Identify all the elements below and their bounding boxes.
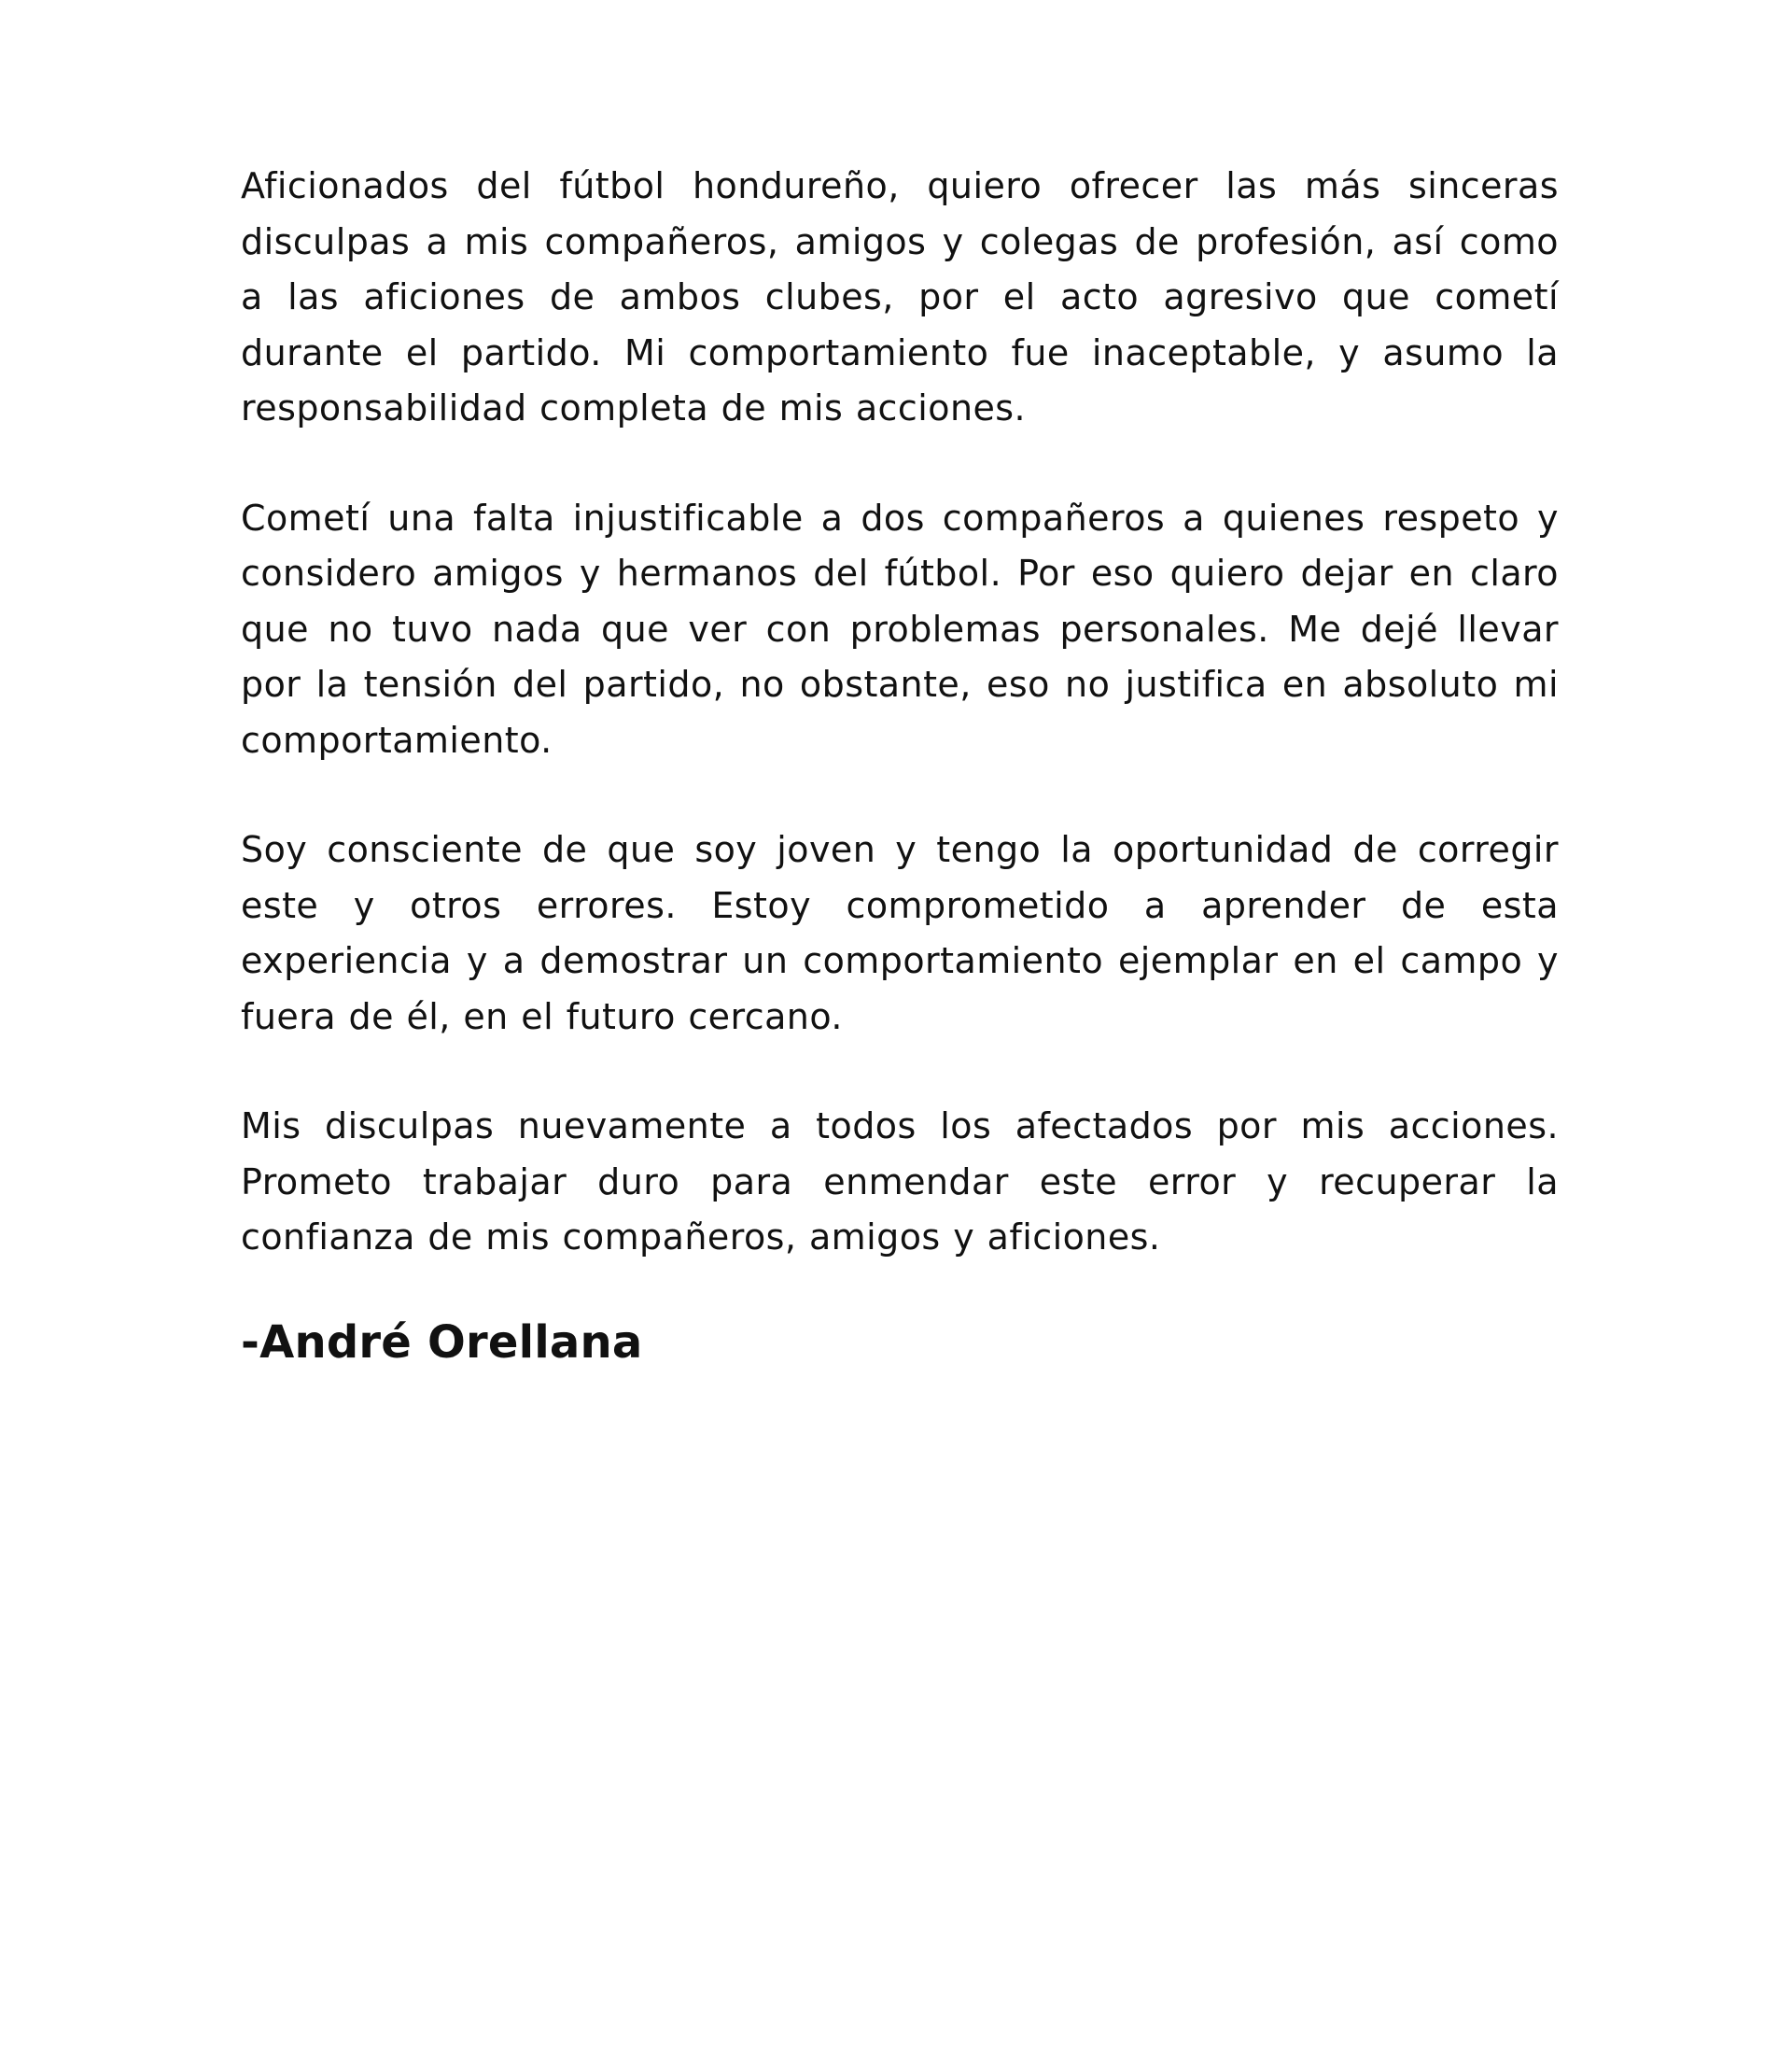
letter-paragraph-1: Aficionados del fútbol hondureño, quiero ofrecer las más sinceras disculpas a mis compañeros, amigos y colegas de profesión, así como a las aficiones de ambos clubes, por el acto agresivo que cometí durante el partido. Mi comportamiento fue inaceptable, y asumo la responsabilidad completa de mis acciones. [241, 165, 1559, 429]
letter-paragraph-4: Mis disculpas nuevamente a todos los afectados por mis acciones. Prometo trabajar duro para enmendar este error y recuperar la confianza de mis compañeros, amigos y aficiones. [241, 1105, 1559, 1258]
letter-paragraph-3: Soy consciente de que soy joven y tengo la oportunidad de corregir este y otros errores. Estoy comprometido a aprender de esta experiencia y a demostrar un comportamiento ejemplar en el campo y fuera de él, en el futuro cercano. [241, 829, 1559, 1037]
letter-paragraph-2: Cometí una falta injustificable a dos compañeros a quienes respeto y considero amigos y hermanos del fútbol. Por eso quiero dejar en claro que no tuvo nada que ver con problemas personales. Me dejé llevar por la tensión del partido, no obstante, eso no justifica en absoluto mi comportamiento. [241, 497, 1559, 761]
apology-letter [241, 159, 1559, 1370]
letter-signature: -André Orellana [241, 1315, 643, 1369]
